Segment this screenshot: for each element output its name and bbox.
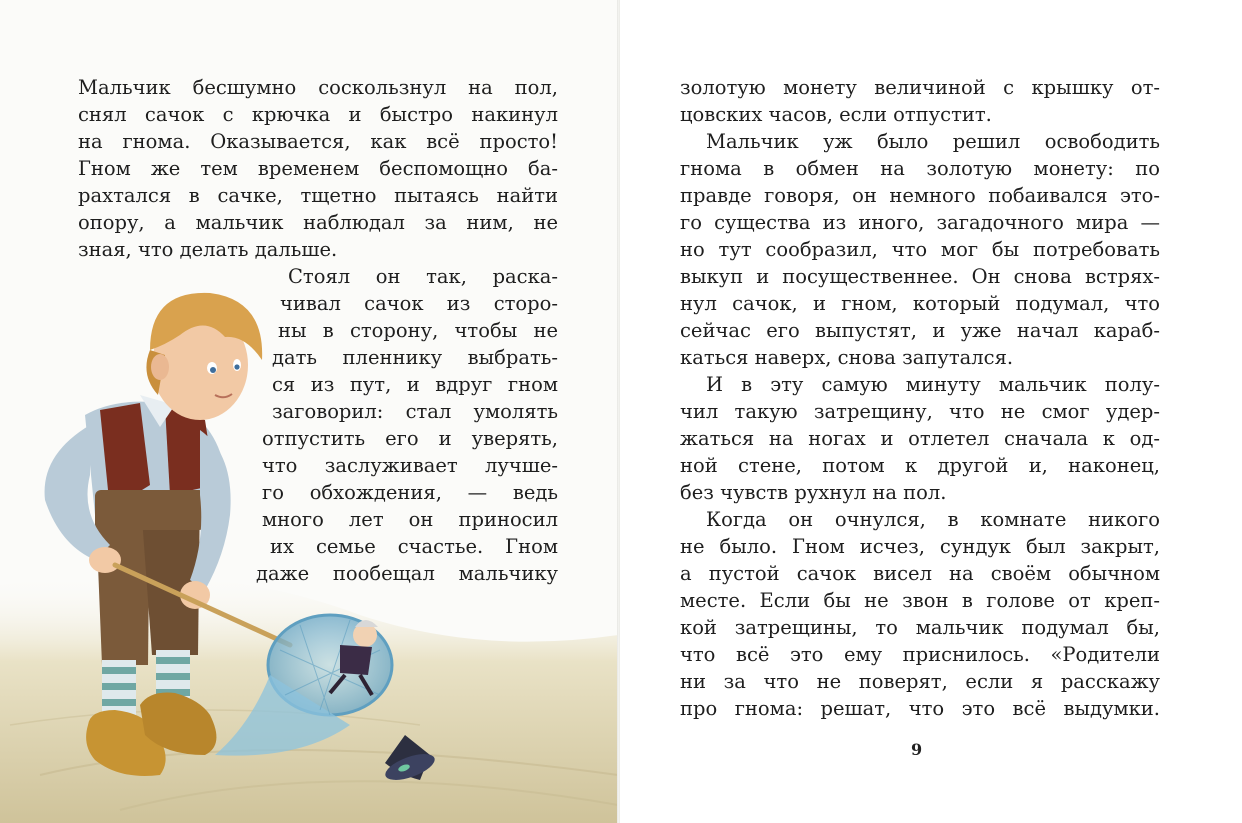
- left-line-13: заговорил: стал умолять: [272, 400, 558, 423]
- left-line-14: отпустить его и уверять,: [262, 427, 558, 450]
- right-line-24: про гнома: решат, что это всё выдумки.: [680, 697, 1160, 720]
- right-line-10: сейчас его выпустят, и уже начал караб-: [680, 319, 1160, 342]
- right-line-15: ной стене, потом к другой и, наконец,: [680, 454, 1160, 477]
- left-line-18: их семье счастье. Гном: [270, 535, 558, 558]
- right-line-22: что всё это ему приснилось. «Родители: [680, 643, 1160, 666]
- right-line-4: гнома в обмен на золотую монету: по: [680, 157, 1160, 180]
- right-line-8: выкуп и посущественнее. Он снова встрях-: [680, 265, 1160, 288]
- left-line-11: дать пленнику выбрать-: [272, 346, 558, 369]
- left-line-12: ся из пут, и вдруг гном: [272, 373, 558, 396]
- left-line-7: зная, что делать дальше.: [78, 238, 338, 261]
- left-line-6: опору, а мальчик наблюдал за ним, не: [78, 211, 558, 234]
- right-line-7: но тут сообразил, что мог бы потребовать: [680, 238, 1160, 261]
- right-line-20: месте. Если бы не звон в голове от креп-: [680, 589, 1160, 612]
- right-line-9: нул сачок, и гном, который подумал, что: [680, 292, 1160, 315]
- right-line-3: Мальчик уж было решил освободить: [706, 130, 1160, 153]
- left-line-10: ны в сторону, чтобы не: [278, 319, 558, 342]
- left-line-2: снял сачок с крючка и быстро накинул: [78, 103, 558, 126]
- left-line-5: рахтался в сачке, тщетно пытаясь найти: [78, 184, 558, 207]
- left-page: [0, 0, 618, 823]
- left-line-1: Мальчик бесшумно соскользнул на пол,: [78, 76, 558, 99]
- left-line-3: на гнома. Оказывается, как всё просто!: [78, 130, 558, 153]
- right-line-2: цовских часов, если отпустит.: [680, 103, 992, 126]
- right-line-23: ни за что не поверят, если я расскажу: [680, 670, 1160, 693]
- right-line-21: кой затрещины, то мальчик подумал бы,: [680, 616, 1160, 639]
- left-line-9: чивал сачок из сторо-: [280, 292, 558, 315]
- right-line-12: И в эту самую минуту мальчик полу-: [706, 373, 1160, 396]
- right-line-13: чил такую затрещину, что не смог удер-: [680, 400, 1160, 423]
- right-line-14: жаться на ногах и отлетел сначала к од-: [680, 427, 1160, 450]
- right-line-11: каться наверх, снова запутался.: [680, 346, 1014, 369]
- left-line-17: много лет он приносил: [262, 508, 558, 531]
- right-line-17: Когда он очнулся, в комнате никого: [706, 508, 1160, 531]
- right-line-19: а пустой сачок висел на своём обычном: [680, 562, 1160, 585]
- left-line-4: Гном же тем временем беспомощно ба-: [78, 157, 558, 180]
- right-line-18: не было. Гном исчез, сундук был закрыт,: [680, 535, 1160, 558]
- right-line-1: золотую монету величиной с крышку от-: [680, 76, 1160, 99]
- right-line-6: го существа из иного, загадочного мира —: [680, 211, 1160, 234]
- left-line-16: го обхождения, — ведь: [262, 481, 558, 504]
- left-line-19: даже пообещал мальчику: [256, 562, 558, 585]
- right-line-16: без чувств рухнул на пол.: [680, 481, 947, 504]
- left-line-8: Стоял он так, раска-: [288, 265, 558, 288]
- right-line-5: правде говоря, он немного побаивался это-: [680, 184, 1160, 207]
- page-number: 9: [911, 740, 923, 759]
- left-line-15: что заслуживает лучше-: [262, 454, 558, 477]
